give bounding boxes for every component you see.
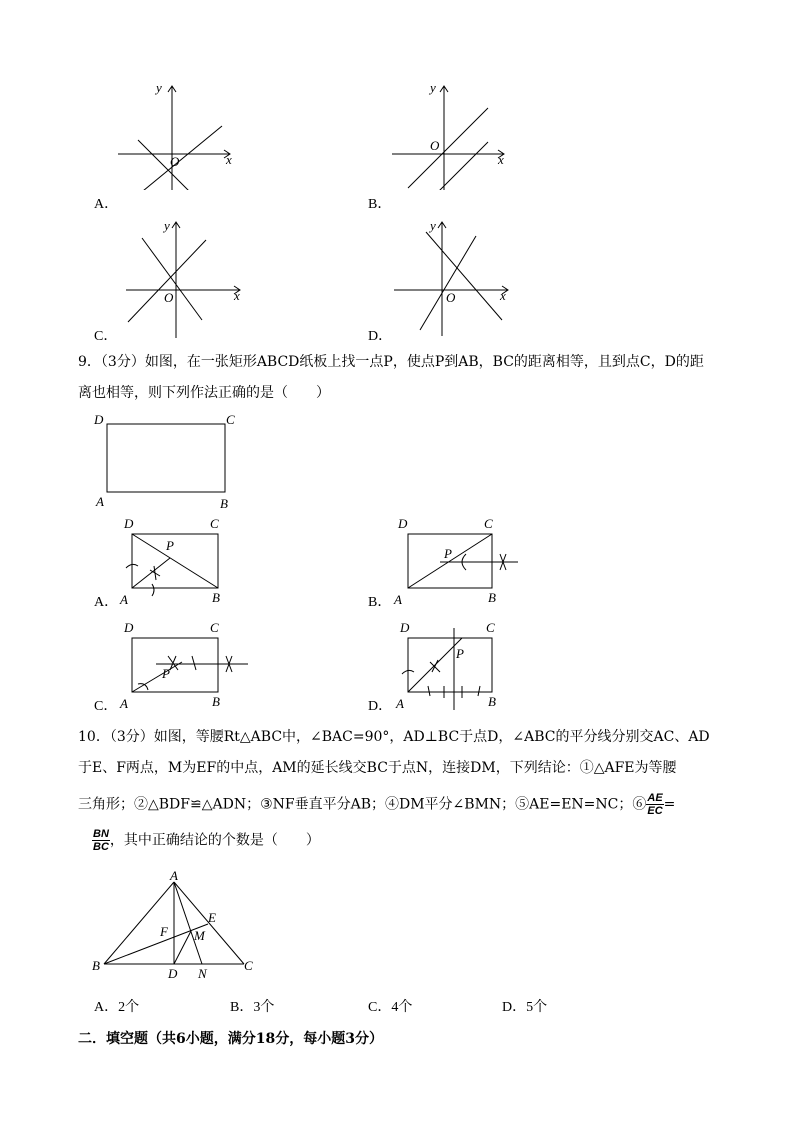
origin-label: O <box>170 154 180 169</box>
q9-stem-line1: 9．（3分）如图，在一张矩形ABCD纸板上找一点P，使点P到AB，BC的距离相等，且到点C，D的距 <box>78 354 704 370</box>
equals-sign: = <box>663 796 676 813</box>
label-d: D <box>168 966 178 981</box>
label-p: P <box>166 538 174 553</box>
label-b: B <box>212 590 220 605</box>
q10-option-c[interactable]: C．4个 <box>368 1000 413 1015</box>
fraction-numerator: BN <box>93 828 109 840</box>
q10-option-a[interactable]: A．2个 <box>94 1000 140 1015</box>
axis-x-label: x <box>498 152 504 167</box>
label-f: F <box>160 924 168 939</box>
label-e: E <box>208 910 216 925</box>
label-c: C <box>484 516 493 531</box>
label-d: D <box>124 516 134 531</box>
q9-stem-line2: 离也相等，则下列作法正确的是（ ） <box>78 385 330 401</box>
origin-label: O <box>446 290 456 305</box>
fraction-denominator: EC <box>647 805 663 817</box>
label-a: A <box>396 696 404 710</box>
q9-figure-d <box>390 614 520 710</box>
q9-main-figure <box>90 408 250 508</box>
axis-y-label: y <box>430 80 436 95</box>
q9-option-b[interactable]: B． <box>368 595 392 610</box>
q9-option-a[interactable]: A． <box>94 595 119 610</box>
label-c: C <box>486 620 495 635</box>
section-heading: 二．填空题（共6小题，满分18分，每小题3分） <box>78 1031 383 1047</box>
axis-y-label: y <box>156 80 162 95</box>
fraction-bn-bc <box>92 828 110 853</box>
q10-stem-line3 <box>78 792 675 817</box>
label-c: C <box>210 516 219 531</box>
q10-stem-line1: 10．（3分）如图，等腰Rt△ABC中，∠BAC=90°，AD⊥BC于点D，∠ABC的平分线分别交AC、AD <box>78 729 710 745</box>
label-p: P <box>162 666 170 681</box>
label-b: B <box>220 496 228 508</box>
fraction-ae-ec <box>646 792 663 817</box>
label-d: D <box>94 412 104 427</box>
label-m: M <box>194 928 205 943</box>
q8-graph-b <box>386 80 526 190</box>
axis-x-label: x <box>500 288 506 303</box>
label-d: D <box>398 516 408 531</box>
label-c: C <box>210 620 219 635</box>
label-p: P <box>456 646 464 661</box>
label-n: N <box>198 966 207 981</box>
q8-graph-d <box>390 218 530 338</box>
fraction-denominator: BC <box>93 841 109 853</box>
label-d: D <box>124 620 134 635</box>
q9-figure-c <box>112 618 252 710</box>
q10-option-d[interactable]: D．5个 <box>502 1000 548 1015</box>
label-a: A <box>170 868 178 883</box>
q8-option-a[interactable]: A． <box>94 197 119 212</box>
q10-line4-text: ，其中正确结论的个数是（ ） <box>109 832 320 849</box>
q10-triangle-figure <box>90 868 270 984</box>
label-c: C <box>226 412 235 427</box>
q9-figure-a <box>112 514 242 606</box>
label-b: B <box>488 590 496 605</box>
q8-option-d[interactable]: D． <box>368 329 393 344</box>
q9-option-d[interactable]: D． <box>368 699 393 714</box>
q8-option-c[interactable]: C． <box>94 329 118 344</box>
axis-x-label: x <box>226 152 232 167</box>
q9-option-c[interactable]: C． <box>94 699 118 714</box>
label-c: C <box>244 958 253 973</box>
label-b: B <box>212 694 220 709</box>
label-p: P <box>444 546 452 561</box>
label-a: A <box>394 592 402 606</box>
label-d: D <box>400 620 410 635</box>
q10-line3-text: 三角形；②△BDF≌△ADN；③NF垂直平分AB；④DM平分∠BMN；⑤AE=EN=NC；⑥ <box>78 796 647 813</box>
q8-graph-c <box>120 218 260 338</box>
q10-stem-line4 <box>92 828 320 853</box>
axis-y-label: y <box>430 218 436 233</box>
q10-option-b[interactable]: B．3个 <box>230 1000 275 1015</box>
origin-label: O <box>430 138 440 153</box>
label-b: B <box>488 694 496 709</box>
fraction-numerator: AE <box>647 792 663 804</box>
label-a: A <box>120 592 128 606</box>
label-b: B <box>92 958 100 973</box>
origin-label: O <box>164 290 174 305</box>
q9-figure-b <box>388 514 528 606</box>
q8-graph-a <box>112 80 252 190</box>
q8-option-b[interactable]: B． <box>368 197 392 212</box>
axis-x-label: x <box>234 288 240 303</box>
label-a: A <box>96 494 104 508</box>
axis-y-label: y <box>164 218 170 233</box>
q10-stem-line2: 于E、F两点，M为EF的中点，AM的延长线交BC于点N，连接DM，下列结论：①△AFE为等腰 <box>78 760 677 776</box>
label-a: A <box>120 696 128 710</box>
